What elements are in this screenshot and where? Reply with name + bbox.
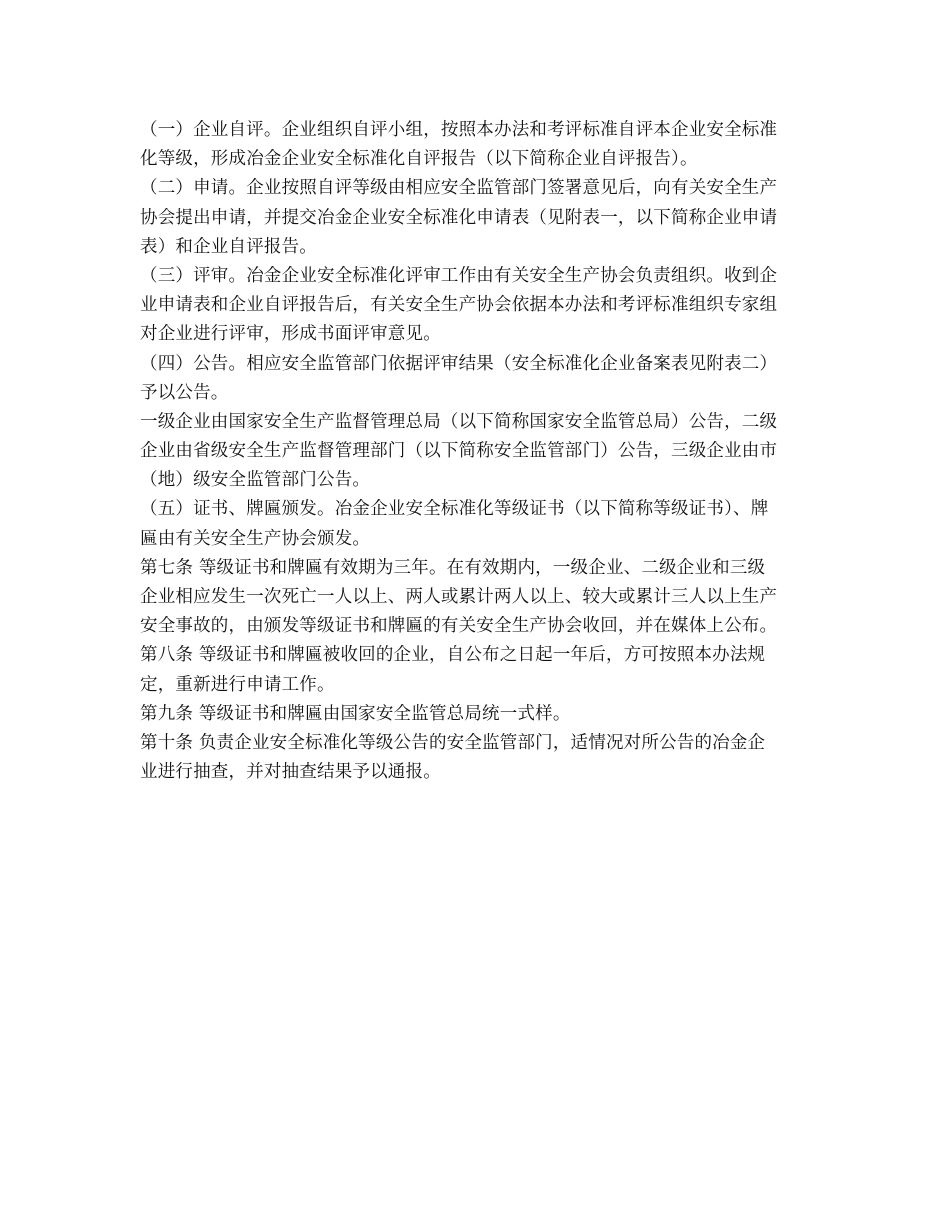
paragraph-article-8 — [140, 641, 812, 699]
paragraph-article-7 — [140, 554, 812, 642]
paragraph-article-10 — [140, 729, 812, 787]
paragraph-certificates — [140, 495, 812, 553]
text-line: 企业相应发生一次死亡一人以上、两人或累计两人以上、较大或累计三人以上生产 — [140, 587, 778, 607]
text-line: 第九条 等级证书和牌匾由国家安全监管总局统一式样。 — [140, 703, 571, 724]
text-line: （三）评审。冶金企业安全标准化评审工作由有关安全生产协会负责组织。收到企 — [140, 265, 778, 286]
text-line: 匾由有关安全生产协会颁发。 — [140, 528, 371, 549]
text-line: 协会提出申请，并提交冶金企业安全标准化申请表（见附表一，以下简称企业申请 — [140, 207, 778, 228]
text-line: 安全事故的，由颁发等级证书和牌匾的有关安全生产协会收回，并在媒体上公布。 — [140, 616, 778, 637]
text-line: 予以公告。 — [140, 382, 229, 403]
paragraph-article-9 — [140, 700, 812, 729]
paragraph-announcement — [140, 350, 812, 408]
document-body — [140, 116, 812, 787]
text-line: 第八条 等级证书和牌匾被收回的企业，自公布之日起一年后，方可按照本办法规 — [140, 645, 766, 666]
text-line: 企业由省级安全生产监督管理部门（以下简称安全监管部门）公告，三级企业由市 — [140, 441, 778, 462]
paragraph-application — [140, 174, 812, 262]
text-line: （四）公告。相应安全监管部门依据评审结果（安全标准化企业备案表见附表二） — [140, 353, 778, 374]
paragraph-announcement-levels — [140, 408, 812, 496]
text-line: 对企业进行评审，形成书面评审意见。 — [140, 324, 441, 345]
text-line: 定，重新进行申请工作。 — [140, 674, 335, 695]
text-line: 表）和企业自评报告。 — [140, 236, 317, 257]
text-line: 化等级，形成冶金企业安全标准化自评报告（以下简称企业自评报告）。 — [140, 149, 698, 170]
text-line: 一级企业由国家安全生产监督管理总局（以下简称国家安全监管总局）公告，二级 — [140, 411, 778, 432]
paragraph-review — [140, 262, 812, 350]
text-line: （五）证书、牌匾颁发。冶金企业安全标准化等级证书（以下简称等级证书）、牌 — [140, 499, 769, 520]
text-line: 第七条 等级证书和牌匾有效期为三年。在有效期内，一级企业、二级企业和三级 — [140, 557, 766, 578]
text-line: （地）级安全监管部门公告。 — [140, 470, 371, 491]
text-line: 第十条 负责企业安全标准化等级公告的安全监管部门，适情况对所公告的冶金企 — [140, 732, 766, 753]
text-line: （一）企业自评。企业组织自评小组，按照本办法和考评标准自评本企业安全标准 — [140, 120, 778, 140]
text-line: 业申请表和企业自评报告后，有关安全生产协会依据本办法和考评标准组织专家组 — [140, 295, 778, 316]
text-line: 业进行抽查，并对抽查结果予以通报。 — [140, 762, 441, 783]
text-line: （二）申请。企业按照自评等级由相应安全监管部门签署意见后，向有关安全生产 — [140, 178, 778, 199]
paragraph-self-evaluation — [140, 116, 812, 174]
